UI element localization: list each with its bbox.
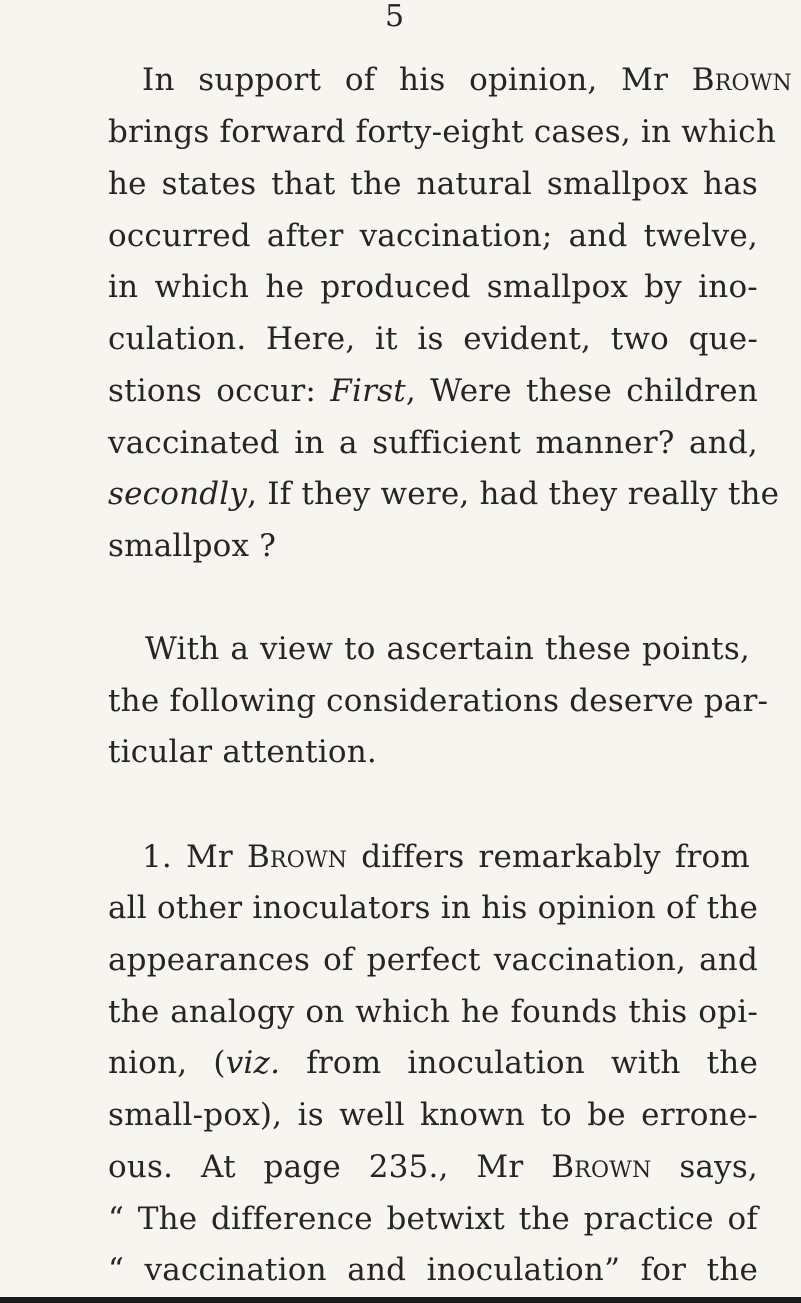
text-line: “ vaccination and inoculation” for the	[108, 1252, 758, 1288]
page-bottom-rule	[0, 1297, 801, 1303]
text-line: nion, (viz. from inoculation with the	[108, 1045, 758, 1081]
text-line: ous. At page 235., Mr Brown says,	[108, 1148, 758, 1185]
text-line: stions occur: First, Were these children	[108, 372, 758, 409]
text-line: the following considerations deserve par-	[108, 683, 769, 720]
text-line: he states that the natural smallpox has	[108, 165, 758, 202]
text-line: occurred after vaccination; and twelve,	[108, 217, 758, 254]
text-line: In support of his opinion, Mr Brown	[142, 62, 792, 98]
text-line: brings forward forty-eight cases, in which	[108, 114, 777, 151]
page-number: 5	[385, 0, 405, 34]
text-line: ticular attention.	[108, 734, 377, 771]
text-line: small-pox), is well known to be errone-	[108, 1097, 758, 1134]
text-line: vaccinated in a sufficient manner? and,	[108, 424, 758, 461]
text-line: appearances of perfect vaccination, and	[108, 942, 758, 979]
text-line: the analogy on which he founds this opi-	[108, 993, 758, 1030]
text-line: With a view to ascertain these points,	[145, 630, 750, 667]
text-line: 1. Mr Brown differs remarkably from	[142, 838, 750, 875]
text-line: culation. Here, it is evident, two que-	[108, 321, 758, 358]
text-line: secondly, If they were, had they really the	[108, 476, 780, 513]
text-line: in which he produced smallpox by ino-	[108, 269, 758, 305]
text-line: smallpox ?	[108, 528, 277, 565]
text-line: all other inoculators in his opinion of the	[108, 890, 758, 927]
text-line: “ The difference betwixt the practice of	[108, 1200, 758, 1237]
